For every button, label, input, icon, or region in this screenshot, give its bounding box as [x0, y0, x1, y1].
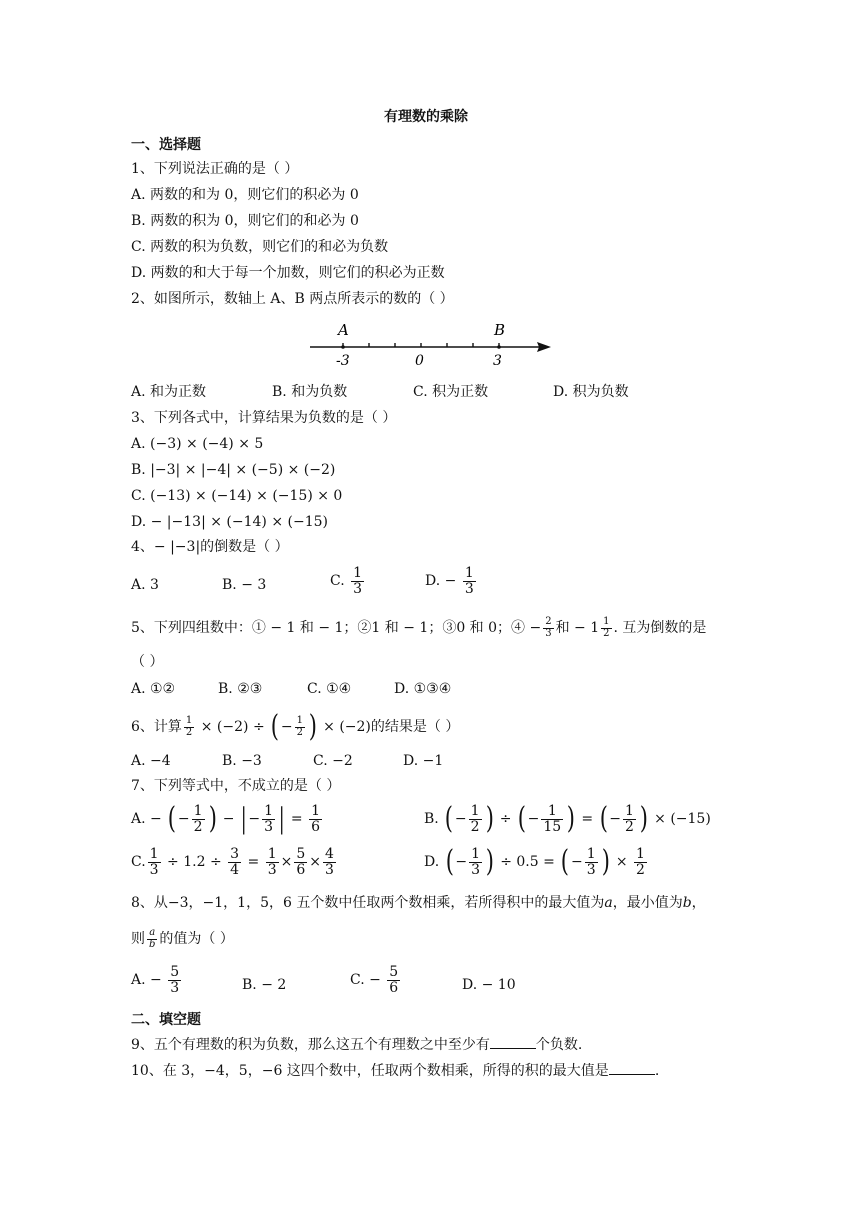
question-8-option-b: B. − 2: [242, 977, 287, 993]
numerator: 1: [267, 846, 277, 862]
numerator: 𝑎: [147, 928, 157, 940]
tick-label-0: 0: [415, 353, 424, 369]
stem-text: . 互为倒数的是: [613, 620, 707, 636]
numerator: 1: [353, 565, 363, 581]
question-6-stem: [131, 709, 460, 744]
denominator: 6: [296, 861, 306, 878]
minus-sign: −: [609, 811, 622, 828]
question-4-option-b: B. − 3: [222, 577, 267, 593]
operator: ×: [309, 854, 322, 871]
fraction: [623, 804, 636, 834]
denominator: 3: [149, 861, 159, 878]
question-8-option-c: [350, 965, 402, 995]
abs-bar: |: [240, 802, 247, 836]
minus-sign: −: [455, 854, 468, 871]
question-8-stem-line2: [131, 928, 234, 950]
stem-text: 9、五个有理数的积为负数，那么这五个有理数之中至少有: [131, 1037, 490, 1053]
option-letter: C.: [131, 854, 146, 871]
question-3-stem: 3、下列各式中，计算结果为负数的是（ ）: [131, 410, 397, 426]
numerator: 1: [586, 846, 596, 862]
value: (−15): [670, 811, 711, 828]
number-line-arrow: [537, 342, 551, 352]
minus-sign: −: [177, 811, 190, 828]
denominator: 2: [625, 818, 634, 835]
question-3-option-d: D. − |−13| × (−14) × (−15): [131, 514, 328, 530]
tick-label-3: 3: [493, 353, 502, 369]
fraction: [262, 804, 275, 834]
operator: −: [222, 811, 235, 828]
left-paren: (: [599, 801, 608, 837]
question-2-option-c: C. 积为正数: [413, 384, 489, 400]
point-a-dot: [341, 345, 345, 349]
numerator: 1: [296, 715, 303, 726]
denominator: 2: [636, 861, 645, 878]
abs-bar: |: [278, 802, 285, 836]
question-5-option-c: C. ①④: [307, 681, 352, 697]
stem-text: 则: [131, 931, 145, 947]
operator: ÷: [209, 854, 222, 871]
fraction: [634, 847, 647, 877]
question-6-option-c: C. −2: [313, 753, 353, 769]
operator: ÷: [500, 854, 512, 871]
question-10-stem: [131, 1061, 659, 1081]
left-paren: (: [517, 801, 526, 837]
numerator: 3: [230, 846, 240, 862]
stem-text: 个负数.: [535, 1037, 583, 1053]
right-paren: ): [485, 801, 494, 837]
question-8-option-d: D. − 10: [462, 977, 516, 993]
option-letter: D. −: [425, 573, 457, 590]
minus-sign: −: [248, 811, 261, 828]
fraction: [192, 804, 205, 834]
right-paren: ): [639, 801, 648, 837]
fraction: [585, 847, 598, 877]
minus-sign: −: [571, 854, 583, 871]
question-1-option-d: D. 两数的和大于每一个加数，则它们的积必为正数: [131, 265, 445, 281]
operator: =: [247, 854, 260, 871]
denominator: 3: [170, 979, 180, 996]
question-3-option-c: C. (−13) × (−14) × (−15) × 0: [131, 488, 343, 504]
question-6-option-b: B. −3: [222, 753, 262, 769]
operator: =: [290, 811, 303, 828]
tick-label-neg3: -3: [336, 353, 350, 369]
question-7-option-a: [131, 801, 324, 837]
denominator: 2: [603, 627, 610, 639]
left-paren: (: [444, 801, 454, 837]
denominator: 3: [545, 627, 552, 639]
operator: ×: [654, 811, 666, 828]
numerator: 5: [389, 964, 399, 980]
operator: ÷: [167, 854, 179, 871]
point-b-dot: [497, 345, 501, 349]
stem-text: .: [654, 1063, 660, 1079]
denominator: 4: [230, 861, 240, 878]
question-4-option-c: [330, 566, 366, 596]
denominator: 15: [543, 818, 562, 835]
numerator: 1: [193, 803, 203, 819]
stem-text: 的值为（ ）: [159, 931, 234, 947]
question-5-answer-paren: （ ）: [131, 654, 164, 670]
left-paren: (: [445, 844, 454, 880]
fraction: [148, 847, 161, 877]
numerator: 1: [625, 803, 634, 819]
numerator: 1: [471, 846, 481, 862]
stem-text: × (−2) ÷: [200, 719, 265, 735]
right-paren: ): [601, 844, 610, 880]
left-paren: (: [167, 801, 177, 837]
numerator: 1: [636, 846, 645, 862]
denominator: 2: [296, 726, 303, 738]
right-paren: ): [485, 844, 494, 880]
denominator: 𝑏: [149, 938, 156, 950]
denominator: 2: [193, 818, 203, 835]
stem-text: 10、在 3，−4，5，−6 这四个数中，任取两个数相乘，所得的积的最大值是: [131, 1063, 609, 1079]
denominator: 6: [389, 979, 399, 996]
option-letter: A. −: [131, 811, 162, 828]
numerator: 1: [311, 803, 321, 819]
stem-text: 6、计算: [131, 719, 182, 735]
question-1-option-a: A. 两数的和为 0，则它们的积必为 0: [131, 187, 359, 203]
number-line-figure: [305, 318, 555, 370]
question-5-option-b: B. ②③: [218, 681, 263, 697]
fraction: [309, 804, 322, 834]
fraction: [463, 566, 476, 596]
numerator: 1: [541, 804, 563, 820]
fraction: [469, 847, 482, 877]
fraction: [543, 617, 553, 639]
fraction: [184, 716, 194, 738]
denominator: 2: [470, 818, 480, 835]
fraction: [266, 847, 279, 877]
numerator: 2: [545, 616, 552, 627]
question-8-option-a: [131, 965, 183, 995]
denominator: 3: [471, 861, 481, 878]
question-6-option-d: D. −1: [403, 753, 444, 769]
answer-blank[interactable]: [609, 1062, 655, 1075]
point-a-label: A: [338, 321, 349, 339]
stem-text: 和 − 1: [555, 620, 600, 636]
value: 0.5: [516, 854, 539, 871]
question-3-option-a: A. (−3) × (−4) × 5: [131, 436, 264, 452]
option-letter: C. −: [350, 972, 381, 989]
operator: ÷: [499, 811, 512, 828]
minus-sign: −: [280, 719, 293, 735]
stem-text: × (−2)的结果是（ ）: [323, 719, 460, 735]
right-paren: ): [308, 709, 317, 744]
numerator: 4: [325, 846, 334, 862]
question-7-option-b: [424, 801, 711, 837]
value: 1.2: [183, 854, 206, 871]
question-7-option-d: [424, 844, 649, 880]
question-4-option-a: A. 3: [131, 577, 159, 593]
question-6-option-a: A. −4: [131, 753, 171, 769]
fraction: [295, 716, 305, 738]
numerator: 1: [464, 565, 474, 581]
question-2-option-d: D. 积为负数: [553, 384, 629, 400]
stem-text: 5、下列四组数中：① − 1 和 − 1；②1 和 − 1；③0 和 0；④ −: [131, 620, 542, 636]
denominator: 3: [353, 580, 363, 597]
numerator: 1: [185, 715, 193, 726]
section-heading-fill: 二、填空题: [131, 1011, 201, 1027]
denominator: 3: [586, 861, 596, 878]
fraction: [294, 847, 307, 877]
question-4-option-d: [425, 566, 478, 596]
page-title: 有理数的乘除: [384, 108, 468, 124]
denominator: 3: [325, 861, 334, 878]
fraction: [168, 965, 181, 995]
point-b-label: B: [494, 321, 506, 339]
fraction: [228, 847, 241, 877]
question-7-stem: 7、下列等式中，不成立的是（ ）: [131, 778, 341, 794]
question-8-stem: 8、从−3，−1，1，5，6 五个数中任取两个数相乘，若所得积中的最大值为𝑎，最小值为𝑏，: [131, 895, 706, 911]
question-4-stem: 4、− |−3|的倒数是（ ）: [131, 539, 289, 555]
question-7-option-c: [131, 847, 338, 877]
question-5-option-a: A. ①②: [131, 681, 176, 697]
question-3-option-b: B. |−3| × |−4| × (−5) × (−2): [131, 462, 336, 478]
question-1-stem: 1、下列说法正确的是（ ）: [131, 161, 299, 177]
numerator: 5: [170, 964, 180, 980]
minus-sign: −: [454, 811, 467, 828]
question-1-option-b: B. 两数的积为 0，则它们的和必为 0: [131, 213, 359, 229]
fraction: [147, 928, 157, 950]
operator: =: [581, 811, 594, 828]
question-2-stem: 2、如图所示，数轴上 A、B 两点所表示的数的（ ）: [131, 291, 454, 307]
right-paren: ): [566, 801, 576, 837]
left-paren: (: [561, 844, 570, 880]
operator: ×: [280, 854, 293, 871]
numerator: 1: [470, 803, 480, 819]
option-letter: C.: [330, 573, 345, 590]
denominator: 3: [264, 818, 274, 835]
minus-sign: −: [527, 811, 540, 828]
question-1-option-c: C. 两数的积为负数，则它们的和必为负数: [131, 239, 389, 255]
question-5-option-d: D. ①③④: [394, 681, 452, 697]
fraction: [469, 804, 482, 834]
answer-blank[interactable]: [490, 1036, 536, 1049]
option-letter: A. −: [131, 972, 162, 989]
question-9-stem: [131, 1035, 582, 1055]
fraction: [601, 617, 611, 639]
question-5-stem: [131, 617, 706, 639]
fraction: [387, 965, 400, 995]
question-2-option-a: A. 和为正数: [131, 384, 207, 400]
denominator: 3: [267, 861, 277, 878]
denominator: 6: [311, 818, 321, 835]
option-letter: B.: [424, 811, 439, 828]
fraction: [351, 566, 364, 596]
numerator: 1: [264, 803, 274, 819]
option-letter: D.: [424, 854, 440, 871]
section-heading-choice: 一、选择题: [131, 136, 201, 152]
fraction: [541, 804, 563, 834]
right-paren: ): [208, 801, 217, 837]
numerator: 1: [603, 616, 610, 627]
denominator: 3: [464, 580, 474, 597]
operator: ×: [615, 854, 628, 871]
numerator: 1: [149, 846, 159, 862]
numerator: 5: [296, 846, 306, 862]
denominator: 2: [185, 726, 193, 738]
left-paren: (: [270, 709, 280, 744]
fraction: [323, 847, 336, 877]
operator: =: [543, 854, 555, 871]
question-2-option-b: B. 和为负数: [272, 384, 348, 400]
